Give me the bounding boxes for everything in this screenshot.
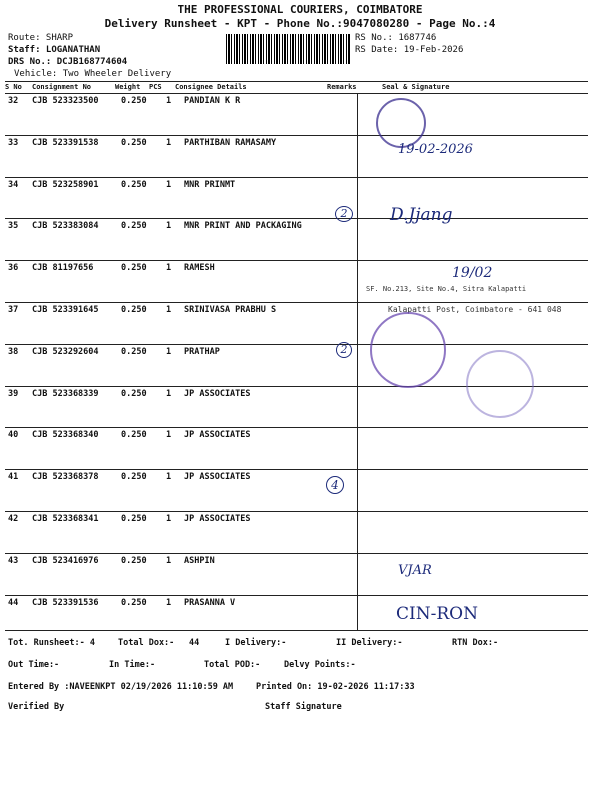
row-sno: 35	[8, 221, 19, 232]
col-remarks-header: Remarks	[327, 83, 357, 91]
row-weight: 0.250	[121, 472, 147, 483]
note-34: 2	[335, 206, 353, 222]
row-consignment-no: CJB 523368339	[32, 388, 99, 399]
row-pcs: 1	[166, 430, 172, 441]
row-sno: 41	[8, 472, 19, 483]
table-header-border	[5, 93, 588, 94]
row-sno: 39	[8, 388, 19, 399]
col-consignment-header: Consignment No	[32, 83, 92, 91]
row-divider	[5, 469, 588, 470]
row-sno: 42	[8, 514, 19, 524]
rs-no: RS No.: 1687746	[355, 33, 437, 43]
row-sno: 36	[8, 263, 19, 274]
row-consignee: JP ASSOCIATES	[184, 514, 251, 524]
staff-signature: Staff Signature	[265, 702, 342, 712]
col-consignee-header: Consignee Details	[175, 83, 247, 91]
remarks-column-line	[357, 93, 358, 630]
row-consignee: PANDIAN K R	[184, 96, 241, 106]
row-consignee: SRINIVASA PRABHU S	[184, 305, 277, 315]
row-weight: 0.250	[121, 597, 147, 608]
company-seal-37	[370, 312, 446, 388]
row-consignee: PRASANNA V	[184, 597, 236, 608]
delvy-points: Delvy Points:-	[284, 660, 356, 670]
rtn-dox: RTN Dox:-	[452, 638, 499, 648]
row-sno: 40	[8, 430, 19, 441]
in-time: In Time:-	[109, 660, 156, 670]
row-divider	[5, 302, 588, 303]
row-divider	[5, 218, 588, 219]
row-pcs: 1	[166, 305, 172, 315]
date-36: 19/02	[452, 265, 493, 281]
row-pcs: 1	[166, 555, 172, 566]
row-consignee: JP ASSOCIATES	[184, 430, 251, 441]
row-pcs: 1	[166, 137, 172, 148]
row-consignee: RAMESH	[184, 263, 215, 274]
row-sno: 34	[8, 179, 19, 190]
row-sno: 43	[8, 555, 19, 566]
runsheet-subtitle: Delivery Runsheet - KPT - Phone No.:9047080280 - Page No.:4	[104, 17, 496, 30]
signature-43: VJAR	[398, 563, 432, 578]
rs-date: RS Date: 19-Feb-2026	[355, 45, 464, 55]
row-weight: 0.250	[121, 430, 147, 441]
row-consignment-no: CJB 523391645	[32, 305, 99, 315]
row-divider	[5, 553, 588, 554]
table-top-border	[5, 81, 588, 82]
row-divider	[5, 344, 588, 345]
row-divider	[5, 260, 588, 261]
stamp-36-line1: SF. No.213, Site No.4, Sitra Kalapatti	[366, 285, 527, 293]
total-dox-value: 44	[189, 638, 200, 648]
row-consignee: MNR PRINT AND PACKAGING	[184, 221, 302, 232]
row-weight: 0.250	[121, 346, 147, 357]
row-pcs: 1	[166, 179, 172, 190]
row-pcs: 1	[166, 346, 172, 357]
row-pcs: 1	[166, 221, 172, 232]
row-consignment-no: CJB 523383084	[32, 221, 99, 232]
row-sno: 37	[8, 305, 19, 315]
row-consignment-no: CJB 523416976	[32, 555, 99, 566]
row-pcs: 1	[166, 388, 172, 399]
row-divider	[5, 595, 588, 596]
row-weight: 0.250	[121, 555, 147, 566]
total-dox-label: Total Dox:-	[118, 638, 175, 648]
row-divider	[5, 511, 588, 512]
verified-by: Verified By	[8, 702, 65, 712]
row-consignee: PARTHIBAN RAMASAMY	[184, 137, 277, 148]
col-sno-header: S No	[5, 83, 22, 91]
row-divider	[5, 177, 588, 178]
row-pcs: 1	[166, 96, 172, 106]
row-weight: 0.250	[121, 179, 147, 190]
i-delivery: I Delivery:-	[225, 638, 287, 648]
row-pcs: 1	[166, 514, 172, 524]
row-pcs: 1	[166, 597, 172, 608]
company-seal-38	[466, 350, 534, 418]
staff-label: Staff: LOGANATHAN	[8, 45, 101, 55]
row-weight: 0.250	[121, 221, 147, 232]
row-consignee: JP ASSOCIATES	[184, 472, 251, 483]
row-consignment-no: CJB 523368341	[32, 514, 99, 524]
row-pcs: 1	[166, 472, 172, 483]
row-consignment-no: CJB 523258901	[32, 179, 99, 190]
row-sno: 38	[8, 346, 19, 357]
route-label: Route: SHARP	[8, 33, 74, 43]
total-pod: Total POD:-	[204, 660, 261, 670]
row-divider	[5, 135, 588, 136]
row-consignment-no: CJB 81197656	[32, 263, 94, 274]
row-consignment-no: CJB 523368340	[32, 430, 99, 441]
ii-delivery: II Delivery:-	[336, 638, 403, 648]
row-consignment-no: CJB 523292604	[32, 346, 99, 357]
row-weight: 0.250	[121, 388, 147, 399]
col-seal-header: Seal & Signature	[382, 83, 450, 91]
row-weight: 0.250	[121, 514, 147, 524]
out-time: Out Time:-	[8, 660, 60, 670]
vehicle-label: Vehicle: Two Wheeler Delivery	[14, 69, 172, 79]
row-consignee: MNR PRINMT	[184, 179, 236, 190]
row-divider	[5, 427, 588, 428]
signature-44: CIN-RON	[396, 604, 478, 624]
stamp-36-line2: Kalapatti Post, Coimbatore - 641 048	[388, 305, 562, 314]
row-consignment-no: CJB 523368378	[32, 472, 99, 483]
col-weight-header: Weight	[115, 83, 141, 91]
entered-by: Entered By :NAVEENKPT 02/19/2026 11:10:59 AM	[8, 682, 234, 692]
row-weight: 0.250	[121, 305, 147, 315]
signature-34: D.Jjang	[390, 205, 453, 225]
row-sno: 33	[8, 137, 19, 148]
row-sno: 32	[8, 96, 19, 106]
row-consignee: PRATHAP	[184, 346, 220, 357]
row-consignment-no: CJB 523391536	[32, 597, 99, 608]
col-pcs-header: PCS	[149, 83, 162, 91]
note-37: 2	[336, 342, 352, 358]
delivery-stamp-32	[376, 98, 426, 148]
row-consignment-no: CJB 523323500	[32, 96, 99, 106]
row-consignee: ASHPIN	[184, 555, 215, 566]
row-pcs: 1	[166, 263, 172, 274]
printed-on: Printed On: 19-02-2026 11:17:33	[256, 682, 415, 692]
row-consignee: JP ASSOCIATES	[184, 388, 251, 399]
row-weight: 0.250	[121, 137, 147, 148]
row-weight: 0.250	[121, 96, 147, 106]
tot-runsheet: Tot. Runsheet:- 4	[8, 638, 95, 648]
note-40: 4	[326, 476, 344, 494]
barcode-image	[226, 34, 350, 64]
table-bottom-border	[5, 630, 588, 631]
row-sno: 44	[8, 597, 19, 608]
signature-33: 19-02-2026	[398, 142, 473, 157]
drs-label: DRS No.: DCJB168774604	[8, 57, 128, 67]
row-consignment-no: CJB 523391538	[32, 137, 99, 148]
company-title: THE PROFESSIONAL COURIERS, COIMBATORE	[177, 3, 423, 16]
row-weight: 0.250	[121, 263, 147, 274]
